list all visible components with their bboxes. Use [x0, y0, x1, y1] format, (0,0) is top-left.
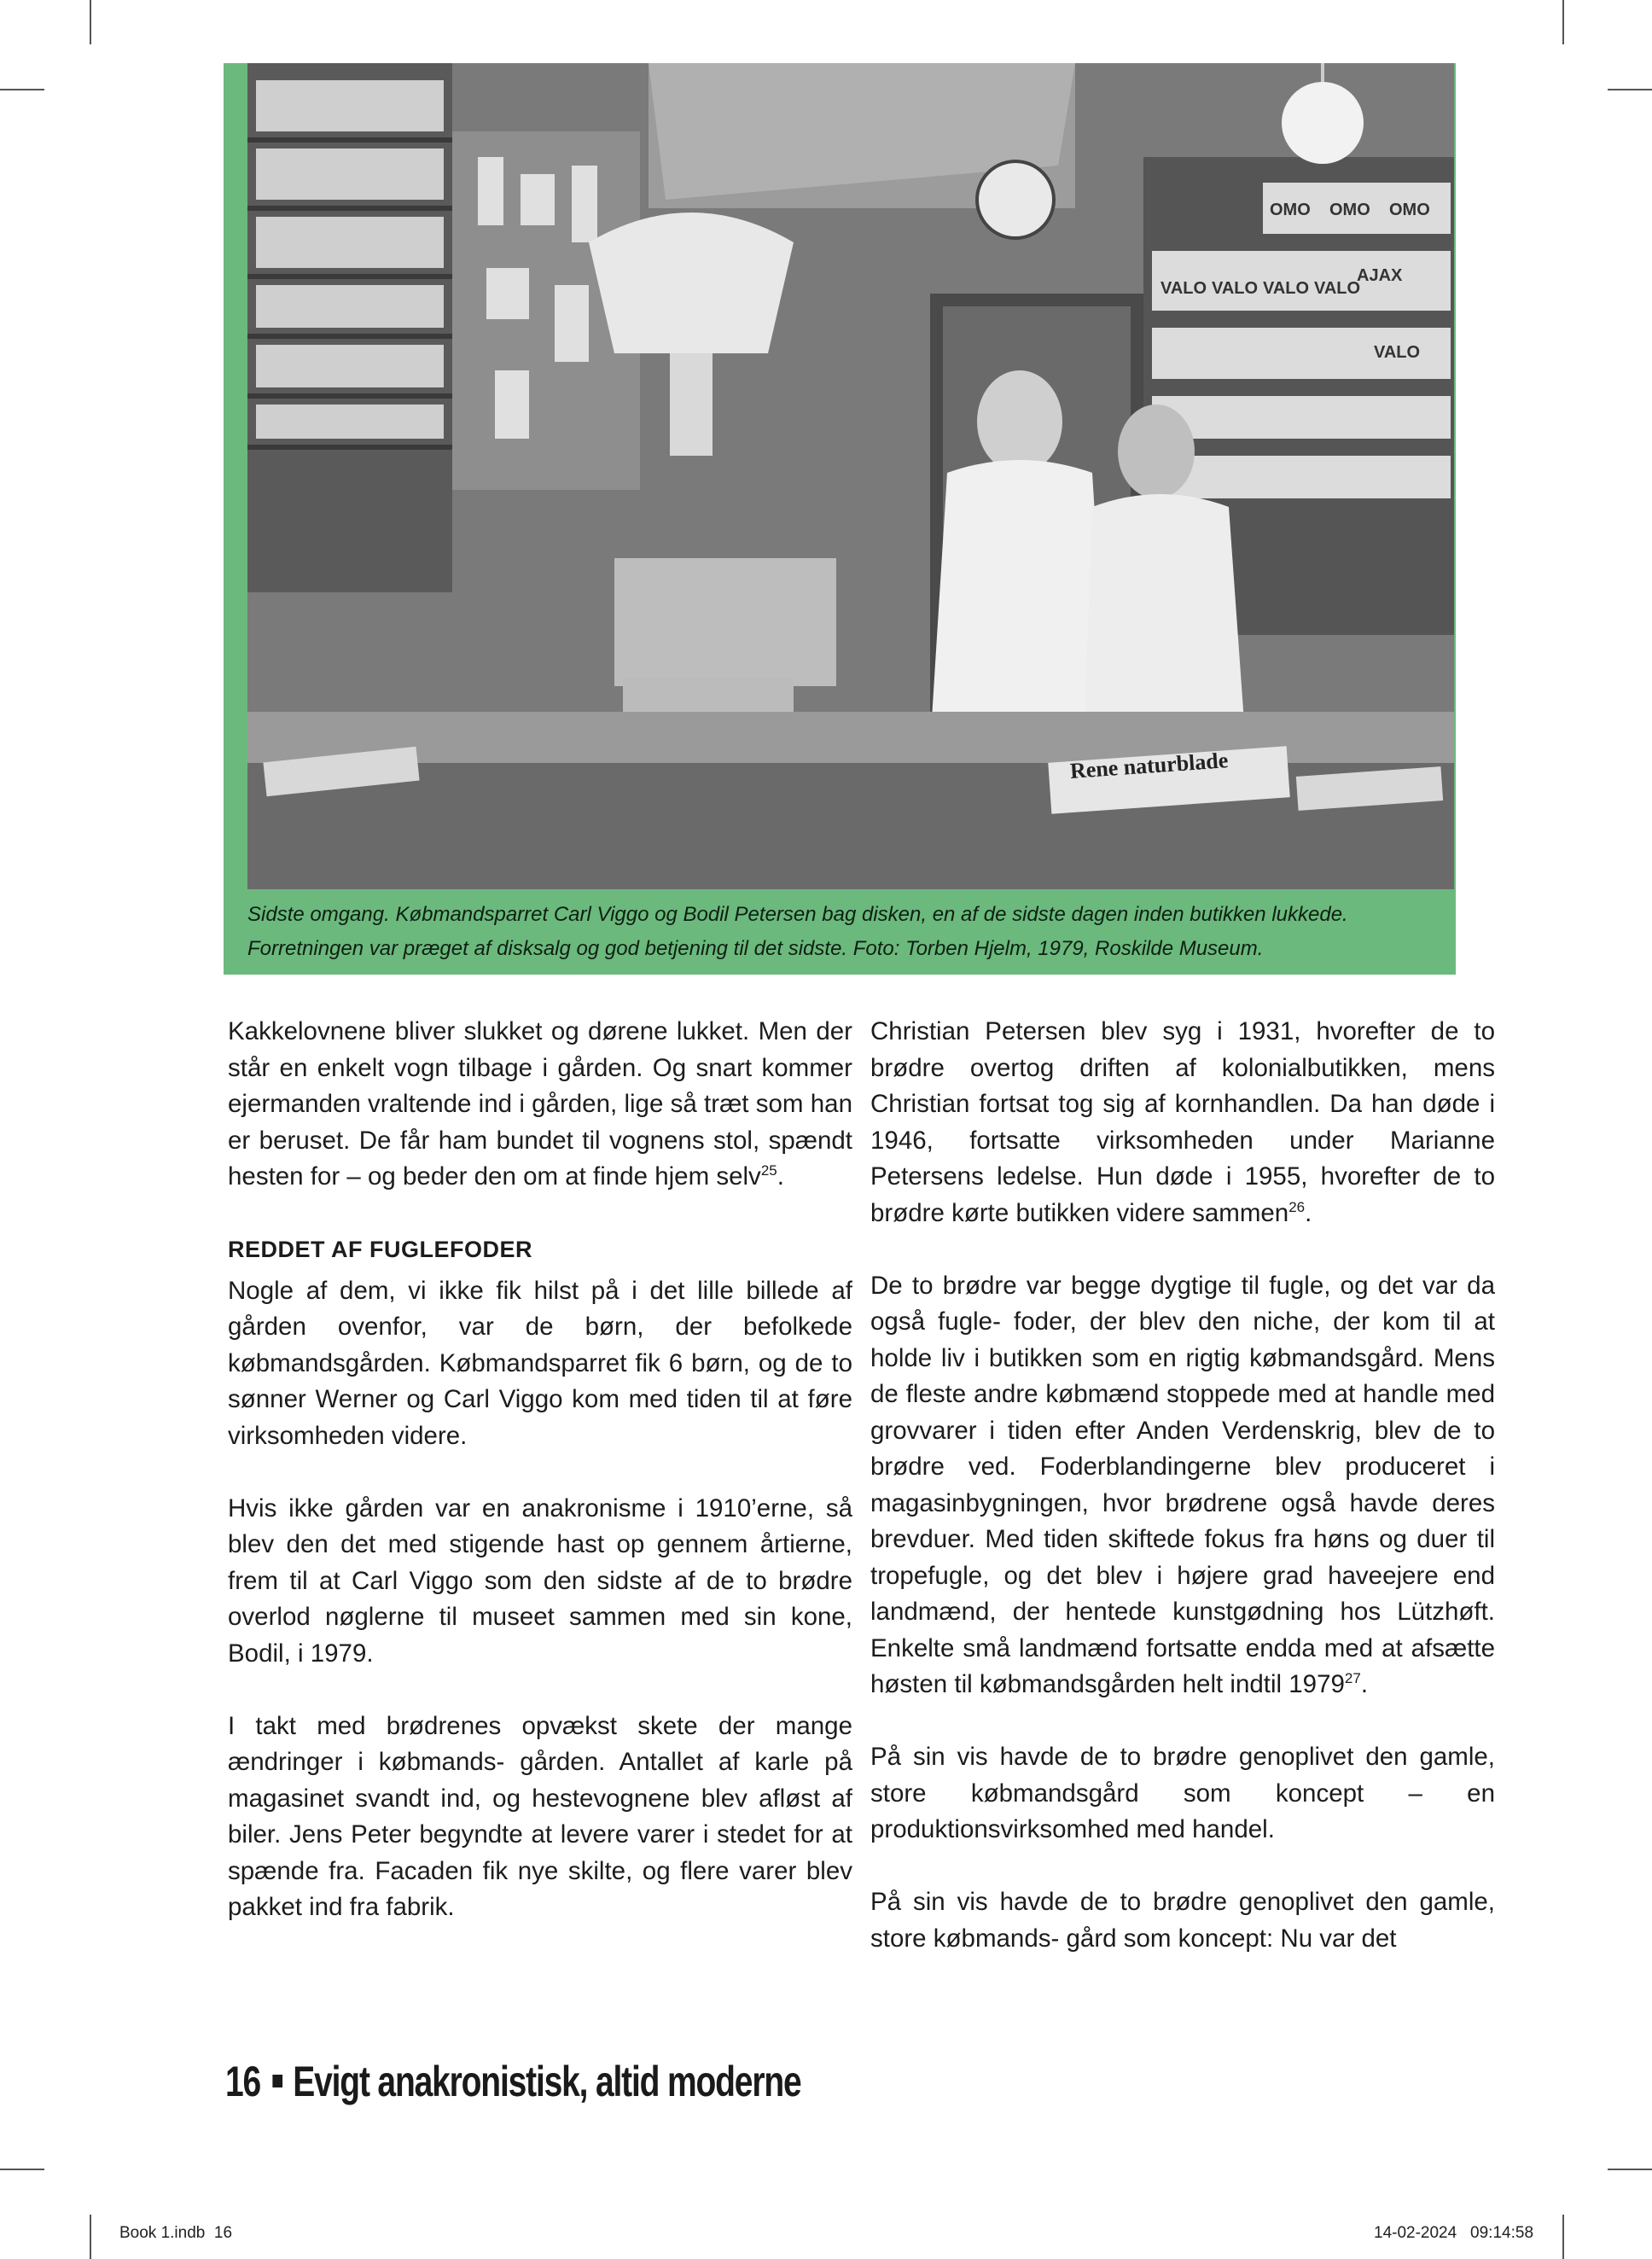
paragraph: I takt med brødrenes opvækst skete der mange ændringer i købmands- gården. Antallet af karle på magasinet svandt ind, og hestevognene blev afløst af biler. Jens Peter begyndte at levere varer i stedet for at spænde fra. Facaden fik nye skilte, og flere varer blev pakket ind fra fabrik. [228, 1711, 852, 1921]
paragraph [228, 1014, 852, 1196]
left-column [228, 1014, 852, 1962]
section-heading: REDDET AF FUGLEFODER [228, 1237, 532, 1262]
box-label: VALO [1263, 279, 1310, 298]
slug-page: 16 [213, 2224, 233, 2242]
crop-mark [1608, 89, 1652, 90]
footnote-ref: 25 [760, 1162, 777, 1179]
slug-timestamp [1374, 2224, 1533, 2243]
box-label: OMO [1270, 201, 1311, 219]
footnote-ref: 27 [1344, 1670, 1361, 1687]
sign-text: Rene naturblade [1068, 748, 1230, 784]
paragraph [870, 1268, 1495, 1703]
box-label: OMO [1329, 201, 1370, 219]
paragraph-end: . [1360, 1670, 1369, 1698]
shop-photo-illustration [247, 63, 1454, 889]
paragraph: På sin vis havde de to brødre genoplivet den gamle, store købmands- gård som koncept: Nu var det [870, 1888, 1495, 1953]
box-label: VALO [1160, 279, 1207, 298]
paragraph-end: . [777, 1162, 784, 1191]
caption-line: Sidste omgang. Købmandsparret Carl Viggo og Bodil Petersen bag disken, en af de sidste dagen inden butikken lukkede. [247, 903, 1348, 926]
photo-caption [247, 898, 1434, 966]
crop-mark [0, 89, 44, 90]
box-label: VALO [1314, 279, 1361, 298]
paragraph-text: Kakkelovnene bliver slukket og dørene lukket. Men der står en enkelt vogn tilbage i gården. Og snart kommer ejermanden vraltende ind i gården, lige så træt som han er beruset. De får ham bundet til vognens stol, spændt hesten for – og beder den om at finde hjem selv [228, 1017, 852, 1191]
paragraph: På sin vis havde de to brødre genoplivet den gamle, store købmandsgård som koncept – en produktionsvirksomhed med handel. [870, 1743, 1495, 1843]
box-label: VALO [1374, 343, 1421, 362]
crop-mark [90, 2215, 91, 2259]
bullet-icon [272, 2075, 282, 2087]
slug-date: 14-02-2024 [1374, 2224, 1457, 2242]
slug-time: 09:14:58 [1470, 2224, 1534, 2242]
slug-file [119, 2224, 232, 2243]
paragraph-end: . [1305, 1198, 1312, 1227]
page-number: 16 [225, 2058, 261, 2105]
photo-caption-box [224, 63, 1456, 975]
slug-filename: Book 1.indb [119, 2224, 206, 2242]
paragraph: Hvis ikke gården var en anakronisme i 1910’erne, så blev den det med stigende hast op gennem årtierne, frem til at Carl Viggo som den sidste af de to brødre overlod nøglerne til museet sammen med sin kone, Bodil, i 1979. [228, 1493, 852, 1668]
paragraph [870, 1014, 1495, 1231]
paragraph: Nogle af dem, vi ikke fik hilst på i det lille billede af gården ovenfor, var de børn, der befolkede købmandsgården. Købmandsparret fik 6 børn, og de to sønner Werner og Carl Viggo kom med tiden til at føre virksomheden videre. [228, 1276, 852, 1450]
box-label: VALO [1212, 279, 1259, 298]
page-footer [225, 2057, 801, 2106]
crop-mark [1562, 2215, 1564, 2259]
shop-photo [247, 63, 1454, 889]
crop-mark [0, 2169, 44, 2170]
paragraph-text: Christian Petersen blev syg i 1931, hvorefter de to brødre overtog driften af kolonialbutikken, mens Christian fortsat tog sig af kornhandlen. Da han døde i 1946, fortsatte virksomheden under Marianne Petersens ledelse. Hun døde i 1955, hvorefter de to brødre kørte butikken videre sammen [870, 1017, 1495, 1227]
footnote-ref: 26 [1288, 1198, 1306, 1215]
paragraph-text: De to brødre var begge dygtige til fugle, og det var da også fugle- foder, der blev den niche, der kom til at holde liv i butikken som en rigtig købmandsgård. Mens de fleste andre købmænd stoppede med at handle med grovvarer i tiden efter Anden Verdenskrig, blev de to brødre ved. Foderblandingerne blev produceret i magasinbygningen, hvor brødrene også havde deres brevduer. Med tiden skiftede fokus fra høns og duer til tropefugle, og det blev i højere grad haveejere end landmænd, der hentede kunstgødning hos Lützhøft. Enkelte små landmænd fortsatte endda med at afsætte høsten til købmandsgården helt indtil 1979 [870, 1271, 1495, 1698]
box-label: OMO [1389, 201, 1430, 219]
running-title: Evigt anakronistisk, altid moderne [293, 2058, 801, 2105]
crop-mark [90, 0, 91, 44]
crop-mark [1562, 0, 1564, 44]
caption-line: Forretningen var præget af disksalg og god betjening til det sidste. Foto: Torben Hjelm, 1979, Roskilde Museum. [247, 937, 1264, 960]
crop-mark [1608, 2169, 1652, 2170]
box-label: AJAX [1357, 266, 1403, 285]
right-column [870, 1014, 1495, 1994]
